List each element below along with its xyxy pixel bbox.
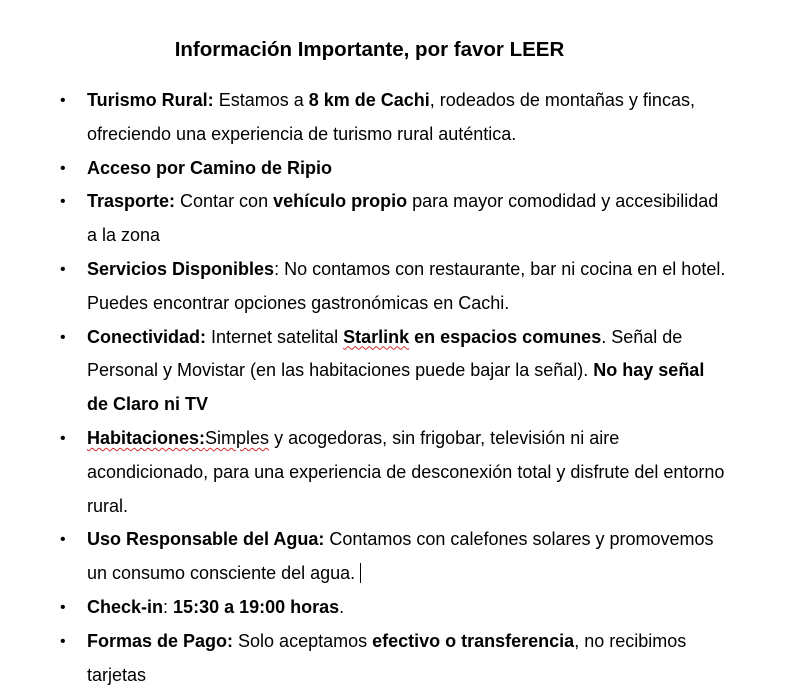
list-item-conectividad (60, 321, 727, 422)
bullet-icon: • (60, 92, 66, 109)
item-text: Contar con (175, 191, 274, 212)
bullet-icon: • (60, 531, 66, 549)
item-text: : (163, 596, 174, 617)
bullet-icon: • (60, 328, 66, 346)
bullet-icon: • (60, 260, 66, 278)
item-label: Formas de Pago: (87, 630, 234, 651)
list-item-check-in (60, 591, 727, 625)
item-text: Simples (205, 427, 270, 448)
item-label: Check-in (87, 596, 164, 617)
item-text: . (339, 596, 345, 617)
item-label: Trasporte: (87, 191, 176, 212)
item-text: Internet satelital (206, 326, 344, 347)
bullet-icon: • (60, 632, 66, 650)
list-item-acceso (60, 152, 727, 186)
item-text: y acogedoras, sin frigobar, televisión ni aire acondicionado, para una experiencia de desconexión total y disfrute del entorno rural. (87, 427, 725, 516)
bullet-icon: • (60, 193, 66, 211)
item-text: . Señal de Personal y Movistar (en las habitaciones puede bajar la señal). (87, 326, 683, 381)
list-item-agua (60, 523, 727, 591)
bullet-icon: • (60, 159, 66, 177)
document-title: Información Importante, por favor LEER (174, 38, 565, 61)
item-bold-text: No hay señal de Claro ni TV (87, 360, 705, 415)
item-bold-text: 8 km de Cachi (308, 90, 430, 110)
item-text: Contamos con calefones solares y promovemos un consumo consciente del agua. (87, 529, 714, 584)
item-bold-text: efectivo o transferencia (372, 630, 575, 651)
info-list (60, 84, 727, 692)
bullet-icon: • (60, 598, 66, 616)
item-label: Uso Responsable del Agua: (87, 529, 325, 550)
item-text: : No contamos con restaurante, bar ni cocina en el hotel. Puedes encontrar opciones gastronómicas en Cachi. (87, 258, 726, 313)
list-item-turismo-rural (60, 84, 727, 152)
item-label: Servicios Disponibles (87, 258, 275, 279)
item-label: Habitaciones: (87, 427, 206, 448)
item-text: para mayor comodidad y accesibilidad a la zona (87, 191, 719, 246)
spellcheck-word-starlink[interactable]: Starlink (343, 326, 410, 347)
item-text: Solo aceptamos (233, 630, 373, 651)
item-label: Conectividad: (87, 326, 207, 347)
text-cursor (360, 563, 361, 583)
list-item-trasporte (60, 185, 727, 253)
item-label: Turismo Rural: (87, 90, 214, 110)
item-text: , rodeados de montañas y fincas, ofreciendo una experiencia de turismo rural auténtica. (87, 90, 695, 144)
bullet-icon: • (60, 429, 66, 447)
item-text: , no recibimos tarjetas (87, 630, 687, 685)
item-bold-text: vehículo propio (273, 191, 408, 212)
spellcheck-span-habitaciones[interactable] (87, 428, 269, 448)
item-label: Acceso por Camino de Ripio (87, 157, 333, 178)
item-bold-text: 15:30 a 19:00 horas (173, 596, 340, 617)
list-item-servicios (60, 253, 727, 321)
list-item-formas-de-pago (60, 625, 727, 693)
item-text: Estamos a (213, 90, 309, 110)
list-item-habitaciones (60, 422, 727, 523)
item-bold-text: en espacios comunes (409, 326, 602, 347)
